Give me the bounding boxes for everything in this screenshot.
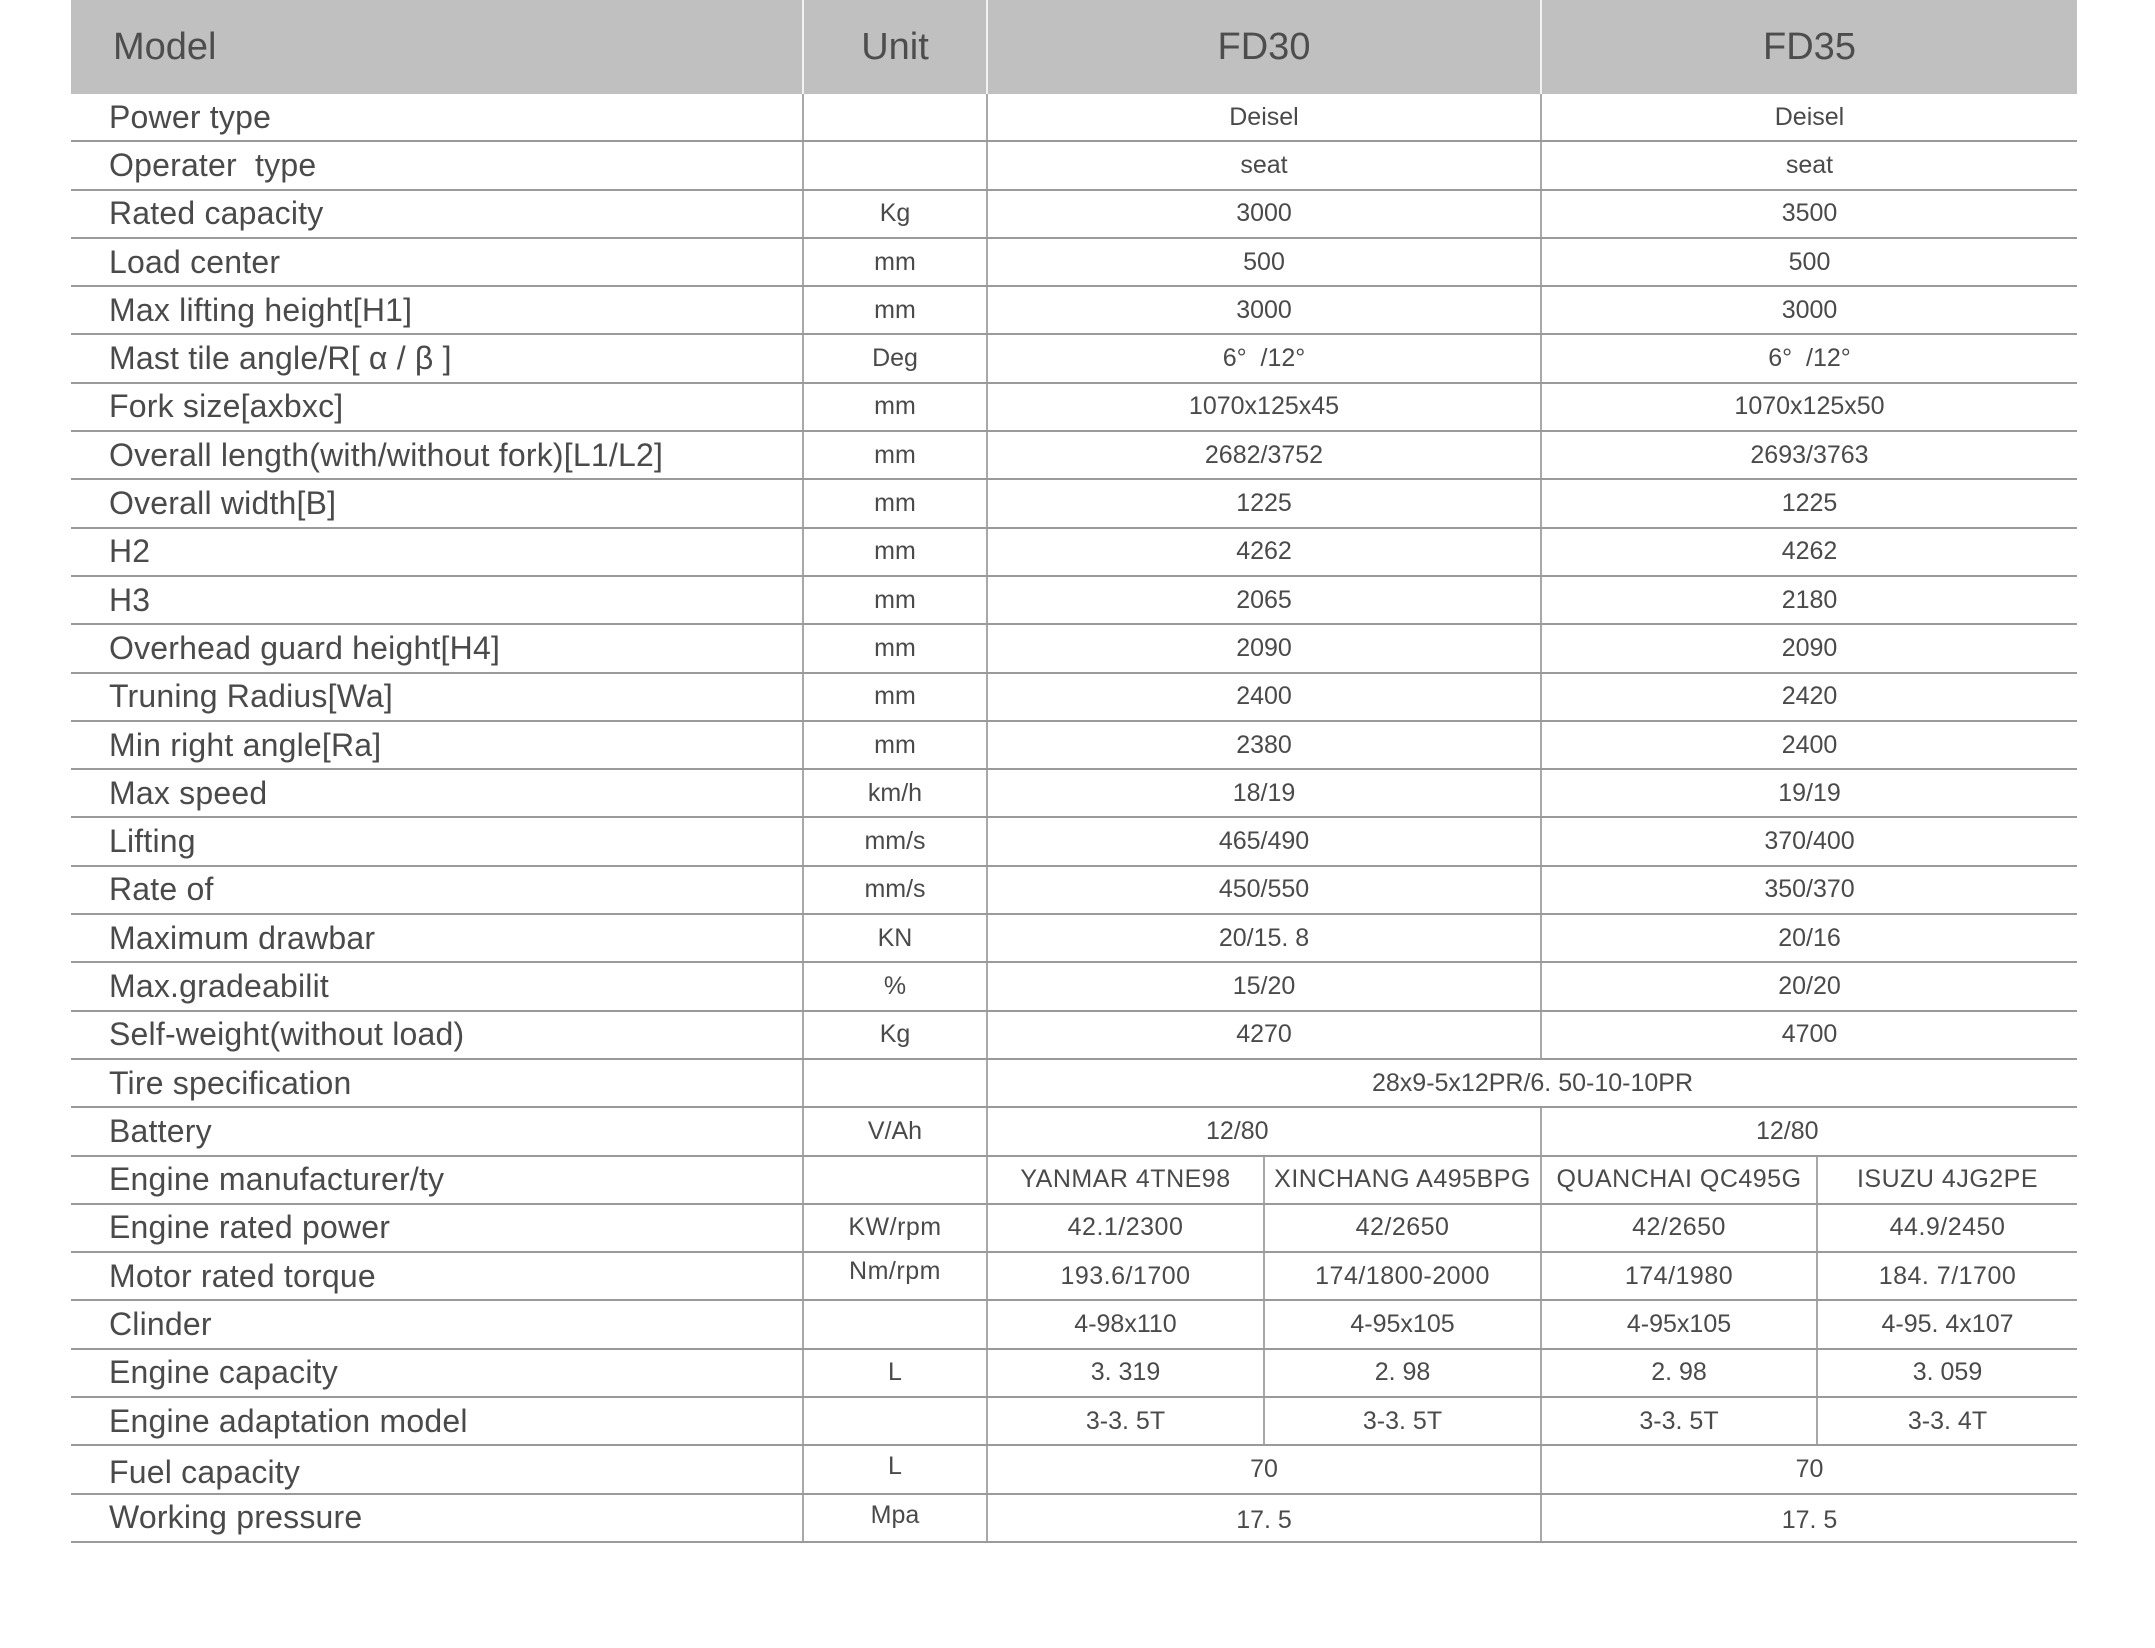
engine-value-xinchang: 3-3. 5T xyxy=(1265,1398,1542,1444)
fd35-value: 20/16 xyxy=(1778,923,1841,952)
row-unit xyxy=(804,142,988,188)
engine-value-xinchang: 174/1800-2000 xyxy=(1265,1253,1542,1299)
row-label: H3 xyxy=(71,577,804,623)
row-label: Max speed xyxy=(71,770,804,816)
fd30-value: seat xyxy=(988,142,1542,188)
header-fd30: FD30 xyxy=(988,0,1542,94)
row-unit xyxy=(804,94,988,140)
fd35-value: Deisel xyxy=(1774,102,1845,131)
table-row xyxy=(71,577,2077,625)
fd30-value: 465/490 xyxy=(988,818,1542,864)
fd35-value: 3500 xyxy=(1781,199,1838,228)
row-unit xyxy=(804,1157,988,1203)
table-row xyxy=(71,432,2077,480)
engine-value-yanmar: 193.6/1700 xyxy=(988,1253,1265,1299)
row-label: Min right angle[Ra] xyxy=(71,722,804,768)
battery-row xyxy=(71,1108,2077,1156)
engine-value-quanchai: 4-95x105 xyxy=(1542,1301,1818,1347)
engine-value-isuzu: 3. 059 xyxy=(1912,1358,1983,1387)
table-row xyxy=(71,770,2077,818)
fd30-value: 70 xyxy=(988,1446,1542,1492)
row-unit: V/Ah xyxy=(804,1108,988,1154)
row-unit xyxy=(804,1060,988,1106)
engine-value-yanmar: YANMAR 4TNE98 xyxy=(988,1157,1265,1203)
fd35-value: 1070x125x50 xyxy=(1734,392,1885,421)
row-label: Power type xyxy=(71,94,804,140)
fd30-value: 2682/3752 xyxy=(988,432,1542,478)
engine-row xyxy=(71,1253,2077,1301)
fd35-value: seat xyxy=(1785,150,1834,179)
row-label: Max lifting height[H1] xyxy=(71,287,804,333)
fd35-value: 70 xyxy=(1795,1454,1824,1483)
tire-value: 28x9-5x12PR/6. 50-10-10PR xyxy=(1371,1068,1694,1097)
fd35-value: 350/370 xyxy=(1764,875,1855,904)
engine-row xyxy=(71,1398,2077,1446)
row-unit: mm/s xyxy=(804,818,988,864)
row-label: Fuel capacity xyxy=(71,1446,804,1492)
table-row xyxy=(71,1495,2077,1543)
row-unit xyxy=(804,1301,988,1347)
table-row xyxy=(71,915,2077,963)
engine-value-xinchang: 4-95x105 xyxy=(1265,1301,1542,1347)
fd30-value: 1070x125x45 xyxy=(988,384,1542,430)
row-unit: Deg xyxy=(804,335,988,381)
row-unit: L xyxy=(804,1446,988,1492)
engine-value-quanchai: 3-3. 5T xyxy=(1542,1398,1818,1444)
fd35-value: 2400 xyxy=(1781,730,1838,759)
engine-row xyxy=(71,1205,2077,1253)
row-unit: Nm/rpm xyxy=(804,1253,988,1299)
engine-value-quanchai: 2. 98 xyxy=(1542,1350,1818,1396)
row-unit: KW/rpm xyxy=(804,1205,988,1251)
row-label: Fork size[axbxc] xyxy=(71,384,804,430)
row-unit: KN xyxy=(804,915,988,961)
row-unit: mm/s xyxy=(804,867,988,913)
engine-value-yanmar: 42.1/2300 xyxy=(988,1205,1265,1251)
row-unit: mm xyxy=(804,432,988,478)
fd30-value: Deisel xyxy=(988,94,1542,140)
fd35-value: 19/19 xyxy=(1778,778,1841,807)
table-row xyxy=(71,529,2077,577)
row-unit: Kg xyxy=(804,191,988,237)
fd30-value: 17. 5 xyxy=(988,1495,1542,1541)
table-row xyxy=(71,674,2077,722)
row-unit: mm xyxy=(804,384,988,430)
engine-value-isuzu: 44.9/2450 xyxy=(1889,1213,2006,1242)
engine-value-xinchang: XINCHANG A495BPG xyxy=(1265,1157,1542,1203)
fd30-value: 500 xyxy=(988,239,1542,285)
row-unit: L xyxy=(804,1350,988,1396)
row-unit: mm xyxy=(804,529,988,575)
fd35-value: 2090 xyxy=(1781,633,1838,662)
table-row xyxy=(71,94,2077,142)
header-fd35: FD35 xyxy=(1763,25,1856,68)
table-row xyxy=(71,1446,2077,1494)
row-unit: mm xyxy=(804,722,988,768)
engine-value-yanmar: 3. 319 xyxy=(988,1350,1265,1396)
row-label: Truning Radius[Wa] xyxy=(71,674,804,720)
row-unit: mm xyxy=(804,625,988,671)
table-row xyxy=(71,239,2077,287)
header-unit: Unit xyxy=(804,0,988,94)
fd35-value: 370/400 xyxy=(1764,827,1855,856)
spec-table xyxy=(71,0,2077,1543)
fd30-value: 1225 xyxy=(988,480,1542,526)
fd30-value: 450/550 xyxy=(988,867,1542,913)
row-label: Self-weight(without load) xyxy=(71,1012,804,1058)
table-row xyxy=(71,191,2077,239)
engine-value-quanchai: 174/1980 xyxy=(1542,1253,1818,1299)
row-label: Rated capacity xyxy=(71,191,804,237)
row-label: Clinder xyxy=(71,1301,804,1347)
fd30-value: 2065 xyxy=(988,577,1542,623)
row-label: Max.gradeabilit xyxy=(71,963,804,1009)
fd30-value: 2400 xyxy=(988,674,1542,720)
row-label: Overall length(with/without fork)[L1/L2] xyxy=(71,432,804,478)
engine-value-xinchang: 42/2650 xyxy=(1265,1205,1542,1251)
fd30-value: 15/20 xyxy=(988,963,1542,1009)
row-label: Rate of xyxy=(71,867,804,913)
fd35-value: 3000 xyxy=(1781,295,1838,324)
row-label: Engine manufacturer/ty xyxy=(71,1157,804,1203)
row-label: Maximum drawbar xyxy=(71,915,804,961)
table-row xyxy=(71,384,2077,432)
row-label: Load center xyxy=(71,239,804,285)
engine-value-isuzu: 3-3. 4T xyxy=(1907,1406,1988,1435)
engine-row xyxy=(71,1350,2077,1398)
fd35-value: 2693/3763 xyxy=(1750,440,1869,469)
table-row xyxy=(71,722,2077,770)
table-row xyxy=(71,963,2077,1011)
row-unit: mm xyxy=(804,287,988,333)
table-row xyxy=(71,142,2077,190)
row-unit: mm xyxy=(804,674,988,720)
fd30-value: 20/15. 8 xyxy=(988,915,1542,961)
fd30-value: 3000 xyxy=(988,287,1542,333)
row-unit xyxy=(804,1398,988,1444)
table-row xyxy=(71,867,2077,915)
row-unit: mm xyxy=(804,480,988,526)
fd35-value: 20/20 xyxy=(1778,971,1841,1000)
table-row xyxy=(71,287,2077,335)
row-unit: mm xyxy=(804,239,988,285)
engine-value-yanmar: 4-98x110 xyxy=(988,1301,1265,1347)
row-unit: % xyxy=(804,963,988,1009)
row-label: Overall width[B] xyxy=(71,480,804,526)
table-row xyxy=(71,1012,2077,1060)
fd35-value: 6° /12° xyxy=(1768,344,1851,373)
table-row xyxy=(71,480,2077,528)
engine-value-quanchai: QUANCHAI QC495G xyxy=(1542,1157,1818,1203)
row-label: Overhead guard height[H4] xyxy=(71,625,804,671)
row-label: Working pressure xyxy=(71,1495,804,1541)
fd30-value: 3000 xyxy=(988,191,1542,237)
row-unit: Kg xyxy=(804,1012,988,1058)
engine-row xyxy=(71,1301,2077,1349)
tire-row xyxy=(71,1060,2077,1108)
row-unit: km/h xyxy=(804,770,988,816)
fd35-value: 4700 xyxy=(1781,1020,1838,1049)
fd30-value: 12/80 xyxy=(988,1108,1542,1154)
fd35-value: 2420 xyxy=(1781,682,1838,711)
engine-value-yanmar: 3-3. 5T xyxy=(988,1398,1265,1444)
engine-value-isuzu: 184. 7/1700 xyxy=(1878,1261,2017,1290)
row-label: Lifting xyxy=(71,818,804,864)
fd30-value: 2090 xyxy=(988,625,1542,671)
fd30-value: 4270 xyxy=(988,1012,1542,1058)
row-label: Motor rated torque xyxy=(71,1253,804,1299)
fd35-value: 4262 xyxy=(1781,537,1838,566)
row-label: Operater type xyxy=(71,142,804,188)
row-label: H2 xyxy=(71,529,804,575)
engine-value-isuzu: ISUZU 4JG2PE xyxy=(1856,1165,2039,1194)
fd35-value: 12/80 xyxy=(1756,1116,1819,1145)
row-label: Engine adaptation model xyxy=(71,1398,804,1444)
engine-value-xinchang: 2. 98 xyxy=(1265,1350,1542,1396)
table-row xyxy=(71,335,2077,383)
fd35-value: 1225 xyxy=(1781,489,1838,518)
fd30-value: 2380 xyxy=(988,722,1542,768)
table-header xyxy=(71,0,2077,94)
engine-value-quanchai: 42/2650 xyxy=(1542,1205,1818,1251)
fd35-value: 2180 xyxy=(1781,585,1838,614)
engine-value-isuzu: 4-95. 4x107 xyxy=(1881,1310,2014,1339)
row-label: Battery xyxy=(71,1108,804,1154)
fd35-value: 500 xyxy=(1788,247,1831,276)
row-unit: Mpa xyxy=(804,1495,988,1541)
header-model: Model xyxy=(71,0,804,94)
fd30-value: 4262 xyxy=(988,529,1542,575)
table-row xyxy=(71,818,2077,866)
row-label: Tire specification xyxy=(71,1060,804,1106)
fd35-value: 17. 5 xyxy=(1781,1505,1838,1534)
fd30-value: 6° /12° xyxy=(988,335,1542,381)
fd30-value: 18/19 xyxy=(988,770,1542,816)
row-label: Engine capacity xyxy=(71,1350,804,1396)
table-row xyxy=(71,625,2077,673)
engine-row xyxy=(71,1157,2077,1205)
row-unit: mm xyxy=(804,577,988,623)
row-label: Engine rated power xyxy=(71,1205,804,1251)
row-label: Mast tile angle/R[ α / β ] xyxy=(71,335,804,381)
